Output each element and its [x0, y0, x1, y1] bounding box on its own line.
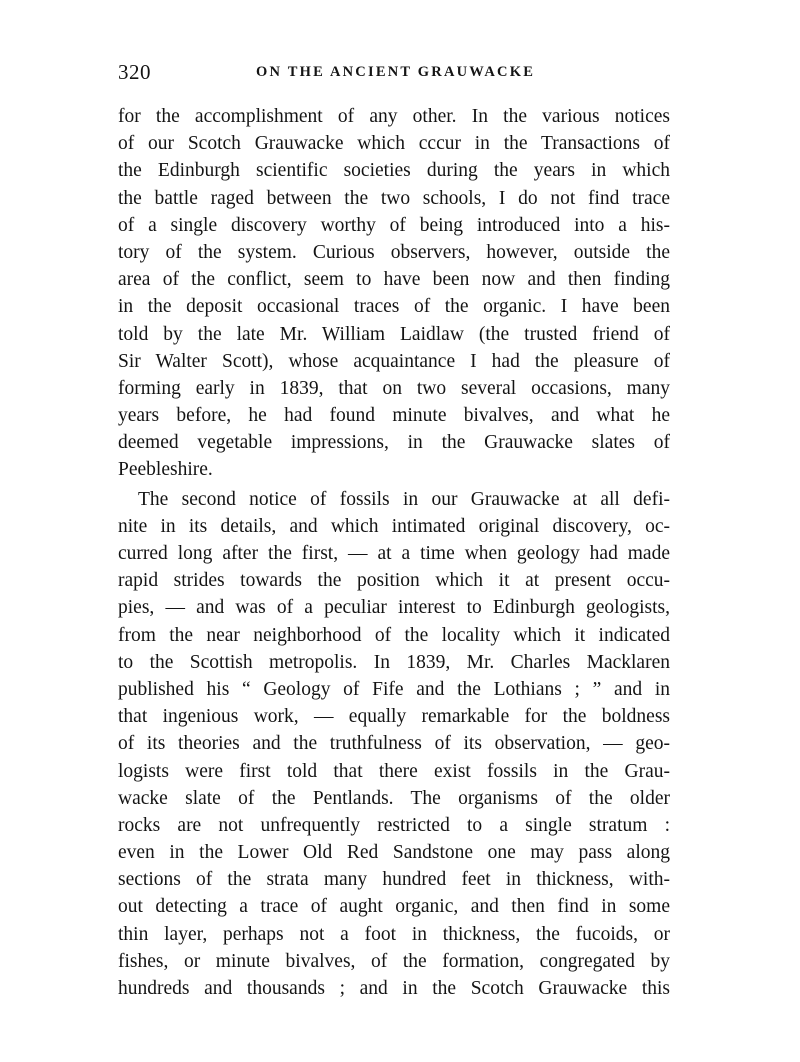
text-line: published his “ Geology of Fife and the Lothians ; ” and in	[118, 678, 670, 700]
text-line: area of the conflict, seem to have been now and then finding	[118, 269, 670, 291]
text-line: deemed vegetable impressions, in the Grauwacke slates of	[118, 432, 670, 454]
text-line: forming early in 1839, that on two several occasions, many	[118, 377, 670, 399]
text-line: rocks are not unfrequently restricted to a single stratum :	[118, 814, 670, 836]
text-line: The second notice of fossils in our Grauwacke at all defi-	[138, 488, 670, 510]
text-line: that ingenious work, — equally remarkable for the boldness	[118, 706, 670, 728]
text-line: from the near neighborhood of the locality which it indicated	[118, 624, 670, 646]
paragraph-1	[118, 103, 670, 484]
text-line: rapid strides towards the position which it at present occu-	[118, 570, 670, 592]
text-line: even in the Lower Old Red Sandstone one may pass along	[118, 842, 670, 864]
text-line: pies, — and was of a peculiar interest to Edinburgh geologists,	[118, 597, 670, 619]
text-line: of our Scotch Grauwacke which cccur in the Transactions of	[118, 133, 670, 155]
text-line: nite in its details, and which intimated original discovery, oc-	[118, 515, 670, 537]
text-line: sections of the strata many hundred feet in thickness, with-	[118, 869, 670, 891]
body-text	[118, 103, 670, 1002]
text-line: in the deposit occasional traces of the organic. I have been	[118, 296, 670, 318]
text-line: for the accomplishment of any other. In the various notices	[118, 106, 670, 127]
text-line: wacke slate of the Pentlands. The organisms of the older	[118, 787, 670, 809]
text-line: years before, he had found minute bivalves, and what he	[118, 405, 670, 427]
text-line: of a single discovery worthy of being introduced into a his-	[118, 214, 670, 236]
text-line: thin layer, perhaps not a foot in thickness, the fucoids, or	[118, 923, 670, 945]
text-line: the battle raged between the two schools, I do not find trace	[118, 187, 670, 209]
text-line: logists were first told that there exist fossils in the Grau-	[118, 760, 670, 782]
running-title: ON THE ANCIENT GRAUWACKE	[256, 64, 536, 80]
text-line: told by the late Mr. William Laidlaw (the trusted friend of	[118, 323, 670, 345]
text-line: curred long after the first, — at a time when geology had made	[118, 543, 670, 564]
text-line: Sir Walter Scott), whose acquaintance I had the pleasure of	[118, 350, 670, 372]
paragraph-2	[118, 486, 670, 1003]
text-line: of its theories and the truthfulness of its observation, — geo-	[118, 733, 670, 755]
page-number: 320	[118, 60, 151, 84]
text-line: the Edinburgh scientific societies during the years in which	[118, 160, 670, 182]
text-line: tory of the system. Curious observers, however, outside the	[118, 241, 670, 263]
text-line: hundreds and thousands ; and in the Scotch Grauwacke this	[118, 978, 670, 999]
text-line: to the Scottish metropolis. In 1839, Mr. Charles Macklaren	[118, 651, 670, 673]
text-line: Peebleshire.	[118, 459, 213, 481]
text-line: out detecting a trace of aught organic, and then find in some	[118, 896, 670, 918]
text-line: fishes, or minute bivalves, of the formation, congregated by	[118, 950, 670, 972]
running-head	[118, 60, 672, 86]
